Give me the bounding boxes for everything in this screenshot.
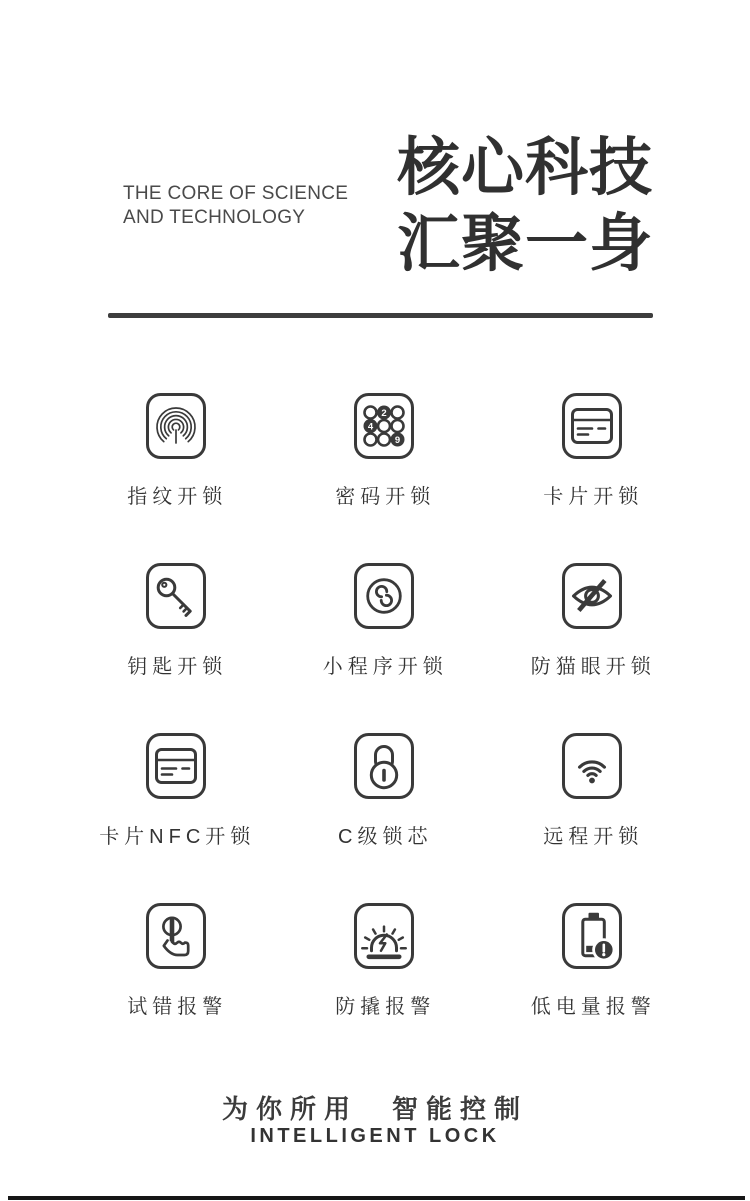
feature-label: 卡片NFC开锁 xyxy=(99,826,256,848)
nfc-card-icon xyxy=(146,733,206,799)
feature-item xyxy=(333,393,436,563)
subtitle-line2: AND TECHNOLOGY xyxy=(123,207,306,228)
feature-label: 防猫眼开锁 xyxy=(530,656,656,678)
low-battery-icon xyxy=(562,903,622,969)
wifi-icon xyxy=(562,733,622,799)
feature-item xyxy=(528,903,656,1073)
feature-item xyxy=(541,393,644,563)
header-divider xyxy=(108,313,653,318)
feature-item xyxy=(528,563,656,733)
feature-item xyxy=(97,733,256,903)
anti-peephole-icon xyxy=(562,563,622,629)
feature-label: 试错报警 xyxy=(127,996,228,1018)
feature-item xyxy=(125,903,228,1073)
tagline-english: INTELLIGENT LOCK xyxy=(250,1125,500,1147)
subtitle-line1: THE CORE OF SCIENCE xyxy=(123,183,349,204)
page-title xyxy=(397,130,653,282)
feature-label: 防撬报警 xyxy=(335,996,436,1018)
card-icon xyxy=(562,393,622,459)
feature-item xyxy=(320,563,448,733)
title-line1: 核心科技 xyxy=(397,133,653,203)
header-subtitle xyxy=(123,182,348,230)
lock-cylinder-icon xyxy=(354,733,414,799)
feature-item xyxy=(333,903,436,1073)
feature-item xyxy=(541,733,644,903)
svg-text:4: 4 xyxy=(367,421,374,433)
feature-item xyxy=(336,733,433,903)
feature-label: 卡片开锁 xyxy=(543,486,644,508)
feature-item xyxy=(125,393,228,563)
feature-label: 小程序开锁 xyxy=(322,656,448,678)
title-line2: 汇聚一身 xyxy=(397,209,653,279)
feature-label: C级锁芯 xyxy=(338,826,433,848)
feature-label: 低电量报警 xyxy=(530,996,656,1018)
feature-item xyxy=(125,563,228,733)
svg-text:2: 2 xyxy=(381,407,387,419)
svg-text:9: 9 xyxy=(394,434,401,446)
feature-label: 指纹开锁 xyxy=(127,486,228,508)
fingerprint-icon xyxy=(146,393,206,459)
siren-icon xyxy=(354,903,414,969)
tagline-chinese: 为你所用 智能控制 xyxy=(221,1094,528,1124)
feature-label: 远程开锁 xyxy=(543,826,644,848)
keypad-icon xyxy=(354,393,414,459)
feature-label: 钥匙开锁 xyxy=(127,656,228,678)
section-bottom-border xyxy=(8,1196,745,1200)
feature-label: 密码开锁 xyxy=(335,486,436,508)
key-icon xyxy=(146,563,206,629)
miniprogram-icon xyxy=(354,563,414,629)
feature-grid xyxy=(72,393,696,1073)
tap-alarm-icon xyxy=(146,903,206,969)
